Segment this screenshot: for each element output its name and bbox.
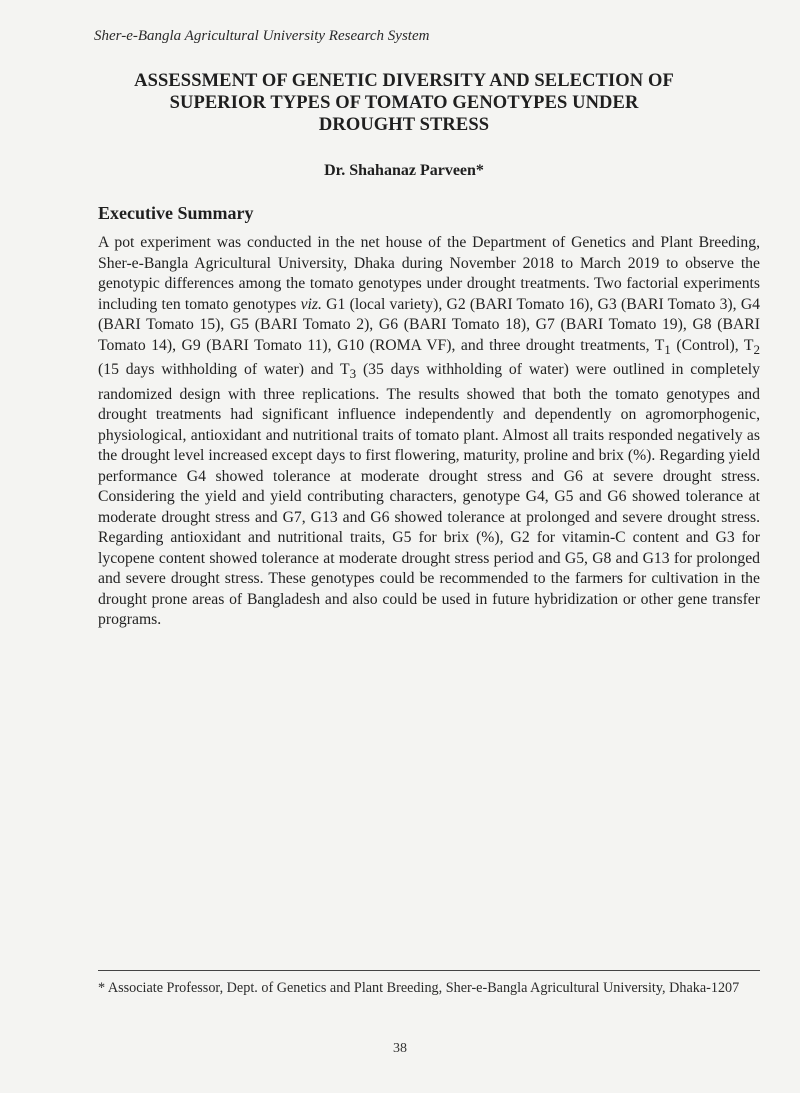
page-number: 38 [393,1041,407,1056]
subscript-t2: 2 [753,341,760,357]
summary-text-4: (15 days withholding of water) and T [98,361,350,379]
author-footnote: * Associate Professor, Dept. of Genetics and Plant Breeding, Sher-e-Bangla Agricultural University, Dhaka-1207 [98,980,740,996]
footnote-divider [98,970,760,971]
summary-text-2: G1 (local variety), G2 (BARI Tomato 16), G3 (BARI Tomato 3), G4 (BARI Tomato 15), G5 (BARI Tomato 2), G6 (BARI Tomato 18), G7 (BARI Tomato 19), G8 (BARI Tomato 14), G9 (BARI Tomato 11), G10 (ROMA VF), and three drought treatments, T [98,295,760,354]
title-line-2: SUPERIOR TYPES OF TOMATO GENOTYPES UNDER [169,93,639,113]
title-line-3: DROUGHT STRESS [318,115,490,135]
executive-summary-paragraph [98,233,760,631]
summary-text-3: (Control), T [670,336,754,354]
subscript-t1: 1 [664,341,671,357]
subscript-t3: 3 [349,366,357,382]
title-line-1: ASSESSMENT OF GENETIC DIVERSITY AND SELECTION OF [134,71,674,91]
summary-text-1: A pot experiment was conducted in the net house of the Department of Genetics and Plant Breeding, Sher-e-Bangla Agricultural University, Dhaka during November 2018 to March 2019 to observe the genotypic differences among the tomato genotypes under drought treatments. Two factorial experiments including ten tomato genotypes [98,234,760,313]
paper-title [96,70,712,136]
section-heading: Executive Summary [98,203,254,223]
summary-viz: viz. [300,295,322,313]
author-name: Dr. Shahanaz Parveen* [324,162,484,179]
running-header: Sher-e-Bangla Agricultural University Research System [94,28,430,44]
summary-text-5: (35 days withholding of water) were outlined in completely randomized design with three replications. The results showed that both the tomato genotypes and drought treatments had significant influence independently and dependently on agromorphogenic, physiological, antioxidant and nutritional traits of tomato plant. Almost all traits responded negatively as the drought level increased except days to first flowering, maturity, proline and brix (%). Regarding yield performance G4 showed tolerance at moderate drought stress and G6 at severe drought stress. Considering the yield and yield contributing characters, genotype G4, G5 and G6 showed tolerance at moderate drought stress and G7, G13 and G6 showed tolerance at prolonged and severe drought stress. Regarding antioxidant and nutritional traits, G5 for brix (%), G2 for vitamin-C content and G3 for lycopene content showed tolerance at moderate drought stress period and G5, G8 and G13 for prolonged and severe drought stress. These genotypes could be recommended to the farmers for cultivation in the drought prone areas of Bangladesh and also could be used in future hybridization or other gene transfer programs. [98,361,760,629]
